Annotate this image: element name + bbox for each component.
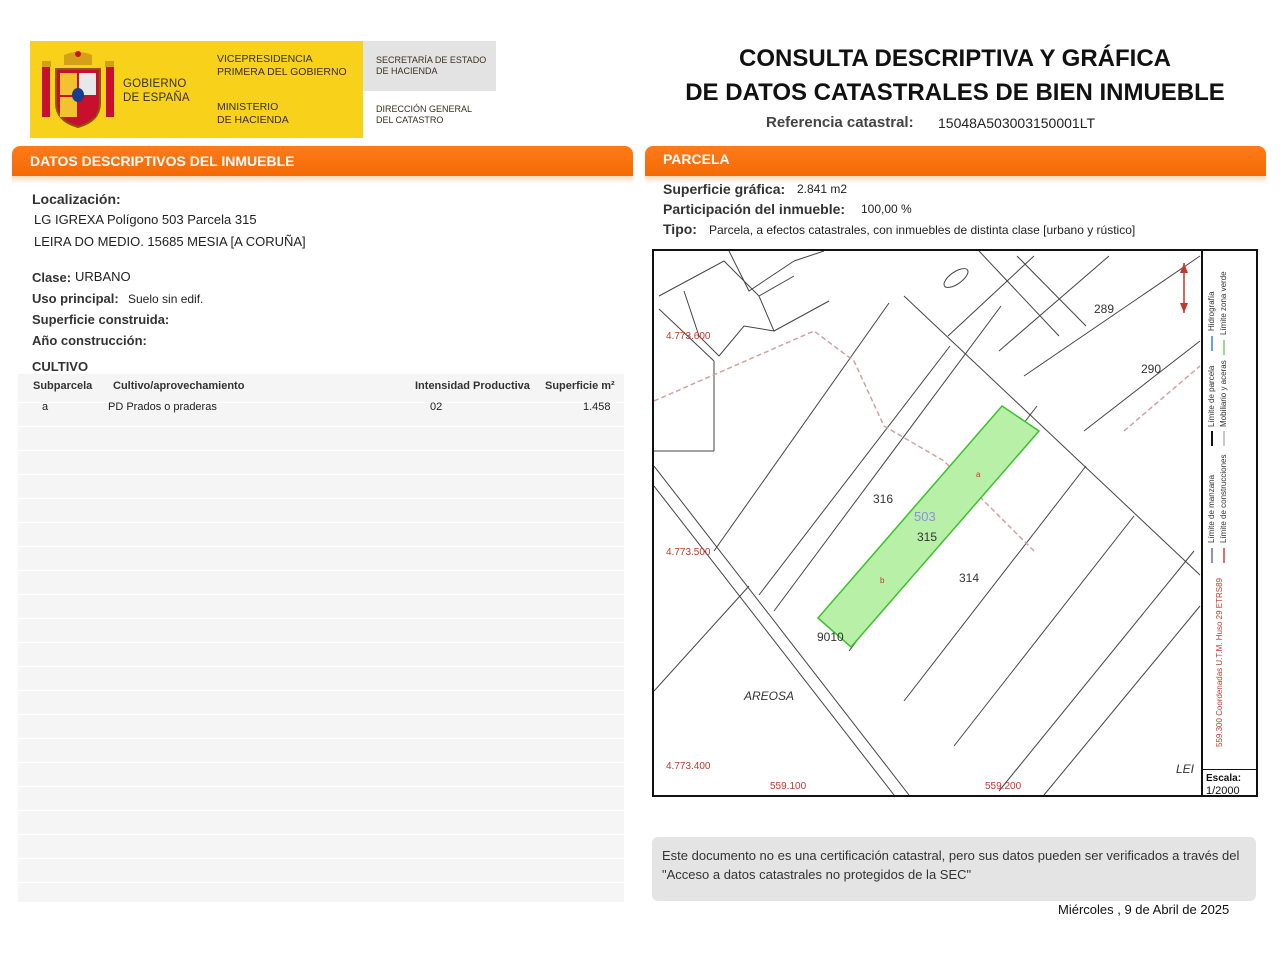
manzana-limit-line [1124, 366, 1200, 431]
table-row-divider [18, 738, 624, 739]
subparcel-label-a: a [976, 470, 981, 479]
table-row-divider [18, 594, 624, 595]
superficie-grafica-label: Superficie gráfica: [663, 181, 786, 197]
table-row-divider [18, 498, 624, 499]
tipo-label: Tipo: [663, 221, 697, 237]
place-label-lei: LEI [1176, 762, 1195, 776]
escala-label: Escala: [1206, 773, 1242, 784]
parcel-boundary [1024, 256, 1200, 376]
parcel-boundary [999, 551, 1194, 791]
parcel-boundary [979, 251, 1059, 336]
parcel-boundary [954, 516, 1134, 746]
table-row-divider [18, 810, 624, 811]
parcel-boundary [1084, 341, 1200, 431]
table-row-divider [18, 714, 624, 715]
building-outline [774, 301, 829, 331]
clase-label: Clase: [32, 270, 72, 285]
highlighted-parcel-315[interactable] [818, 406, 1039, 647]
legend-coordinates: 559.300 Coordenadas U.T.M. Huso 29 ETRS89 [1215, 578, 1224, 747]
table-header-subparcela: Subparcela [33, 380, 93, 392]
uso-principal-label: Uso principal: [32, 291, 119, 306]
parcel-label-9010: 9010 [817, 630, 844, 644]
anio-construccion-label: Año construcción: [32, 333, 147, 348]
table-row-divider [18, 450, 624, 451]
coord-x-559100: 559.100 [770, 781, 807, 792]
spain-coat-of-arms-icon [42, 51, 114, 129]
uso-principal-value: Suelo sin edif. [128, 292, 204, 306]
table-row-divider [18, 882, 624, 883]
north-arrow-icon [1180, 263, 1188, 313]
road-line [654, 466, 909, 795]
table-cell-superficie: 1.458 [583, 401, 611, 413]
table-row-divider [18, 666, 624, 667]
localizacion-line2: LEIRA DO MEDIO. 15685 MESIA [A CORUÑA] [34, 234, 306, 249]
participacion-value: 100,00 % [861, 202, 912, 216]
map-oval-feature [941, 265, 971, 291]
parcel-label-315: 315 [917, 530, 938, 544]
localizacion-label: Localización: [32, 191, 121, 207]
coord-y-4773400: 4.773.400 [666, 761, 711, 772]
coord-x-559200: 559.200 [985, 781, 1022, 792]
gobierno-text: GOBIERNO DE ESPAÑA [123, 78, 190, 104]
parcel-boundary [999, 256, 1109, 351]
table-row-divider [18, 546, 624, 547]
building-outline [759, 276, 794, 296]
table-row-divider [18, 858, 624, 859]
table-header-cultivo: Cultivo/aprovechamiento [113, 380, 245, 392]
table-row-divider [18, 690, 624, 691]
subparcel-label-b: b [880, 576, 885, 585]
parcel-label-314: 314 [959, 571, 980, 585]
table-row-divider [18, 642, 624, 643]
legend-limite-manzana: Límite de manzana [1207, 474, 1216, 543]
legend-hidrografia: Hidrografía [1207, 291, 1216, 331]
legend-divider [1203, 769, 1258, 770]
table-row-divider [18, 834, 624, 835]
vicepresidencia-text: VICEPRESIDENCIA PRIMERA DEL GOBIERNO [217, 53, 347, 78]
parcela-header: PARCELA [645, 146, 1266, 176]
parcel-boundary [1017, 256, 1086, 326]
table-row-divider [18, 570, 624, 571]
superficie-construida-label: Superficie construida: [32, 312, 170, 327]
direccion-catastro-text: DIRECCIÓN GENERAL DEL CATASTRO [376, 104, 473, 125]
parcel-label-289: 289 [1094, 302, 1115, 316]
table-header-intensidad: Intensidad Productiva [415, 380, 530, 392]
section-header-fade [12, 176, 633, 184]
table-row-divider [18, 786, 624, 787]
table-row-divider [18, 618, 624, 619]
page-title: CONSULTA DESCRIPTIVA Y GRÁFICA DE DATOS CATASTRALES DE BIEN INMUEBLE [685, 45, 1225, 106]
clase-value: URBANO [75, 269, 131, 284]
document-date: Miércoles , 9 de Abril de 2025 [1058, 902, 1230, 917]
ref-catastral-value: 15048A503003150001LT [938, 115, 1096, 131]
ministerio-text: MINISTERIO DE HACIENDA [217, 101, 289, 126]
legend-limite-parcela: Límite de parcela [1207, 365, 1216, 427]
coord-y-4773500: 4.773.500 [666, 547, 711, 558]
secretaria-text: SECRETARÍA DE ESTADO DE HACIENDA [376, 55, 487, 76]
cadastral-map[interactable] [652, 249, 1258, 797]
legend-limite-construcciones: Límite de construcciones [1219, 454, 1228, 543]
table-row-divider [18, 474, 624, 475]
participacion-label: Participación del inmueble: [663, 201, 846, 217]
datos-descriptivos-header: DATOS DESCRIPTIVOS DEL INMUEBLE [12, 146, 633, 176]
table-cell-intensidad: 02 [430, 401, 443, 413]
superficie-grafica-value: 2.841 m2 [797, 182, 848, 196]
escala-value: 1/2000 [1206, 785, 1240, 797]
parcel-label-316: 316 [873, 492, 894, 506]
table-header-superficie: Superficie m² [545, 380, 615, 392]
table-row-divider [18, 426, 624, 427]
table-row-divider [18, 522, 624, 523]
localizacion-line1: LG IGREXA Polígono 503 Parcela 315 [34, 212, 257, 227]
ref-catastral-label: Referencia catastral: [766, 114, 914, 131]
table-row-divider [18, 762, 624, 763]
poligono-label-503: 503 [914, 509, 936, 524]
cultivo-table [18, 374, 624, 902]
legend-divider [1201, 251, 1203, 795]
building-outline [794, 251, 824, 261]
government-logo-panel [30, 41, 363, 138]
legend-mobiliario: Mobiliario y aceras [1219, 360, 1228, 427]
table-cell-cultivo: PD Prados o praderas [108, 401, 217, 413]
tipo-value: Parcela, a efectos catastrales, con inmuebles de distinta clase [urbano y rústico] [709, 223, 1136, 237]
road-line [654, 486, 894, 795]
legend-limite-zona-verde: Límite zona verde [1219, 271, 1228, 335]
place-label-areosa: AREOSA [744, 689, 795, 703]
coord-y-4773600: 4.773.600 [666, 331, 711, 342]
parcel-boundary [654, 586, 749, 691]
disclaimer-note: Este documento no es una certificación catastral, pero sus datos pueden ser verificados a través del "Acceso a datos catastrales no protegidos de la SEC" [652, 837, 1256, 901]
map-drawing [654, 251, 1256, 795]
building-outline [729, 251, 794, 291]
table-cell-subparcela: a [42, 401, 49, 413]
cultivo-title: CULTIVO [32, 359, 89, 374]
parcel-boundary [714, 303, 889, 551]
parcel-label-290: 290 [1141, 362, 1162, 376]
